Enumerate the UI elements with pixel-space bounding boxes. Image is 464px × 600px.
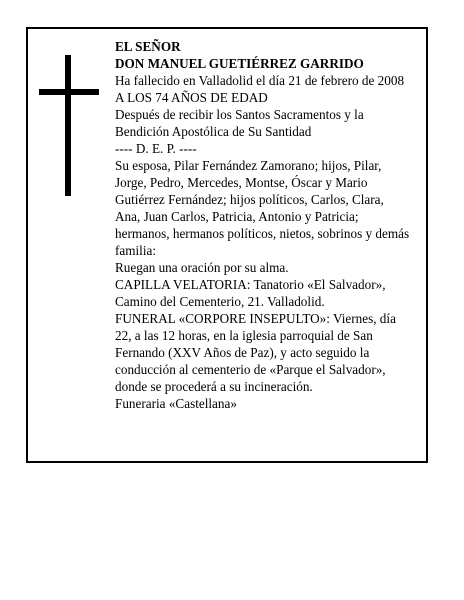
funeral-line-3: Fernando (XXV Años de Paz), y acto seguido la [115, 345, 370, 360]
sacraments-line-1: Después de recibir los Santos Sacramentos y la [115, 107, 364, 122]
cross-vertical-bar [65, 55, 71, 196]
age-line: A LOS 74 AÑOS DE EDAD [115, 90, 268, 105]
chapel-line-2: Camino del Cementerio, 21. Valladolid. [115, 294, 325, 309]
chapel-line-1: CAPILLA VELATORIA: Tanatorio «El Salvador», [115, 277, 386, 292]
family-line-5: hermanos, hermanos políticos, nietos, sobrinos y demás [115, 226, 410, 241]
family-line-3: Gutiérrez Fernández; hijos políticos, Carlos, Clara, [115, 192, 384, 207]
rip-line: ---- D. E. P. ---- [115, 141, 197, 156]
death-line: Ha fallecido en Valladolid el día 21 de febrero de 2008 [115, 73, 405, 88]
family-line-6: familia: [115, 243, 157, 258]
family-line-1: Su esposa, Pilar Fernández Zamorano; hijos, Pilar, [115, 158, 382, 173]
funeral-line-4: conducción al cementerio de «Parque el Salvador», [115, 362, 386, 377]
latin-cross-icon [39, 55, 99, 196]
family-line-4: Ana, Juan Carlos, Patricia, Antonio y Patricia; [115, 209, 359, 224]
cross-horizontal-bar [39, 89, 99, 95]
funeral-line-2: 22, a las 12 horas, en la iglesia parroquial de San [115, 328, 373, 343]
funeral-line-1: FUNERAL «CORPORE INSEPULTO»: Viernes, día [115, 311, 396, 326]
obituary-text [115, 38, 421, 412]
family-line-2: Jorge, Pedro, Mercedes, Montse, Óscar y Mario [115, 175, 368, 190]
funeral-home: Funeraria «Castellana» [115, 396, 237, 411]
heading-title: EL SEÑOR [115, 39, 181, 54]
funeral-line-5: donde se procederá a su incineración. [115, 379, 313, 394]
deceased-name: DON MANUEL GUETIÉRREZ GARRIDO [115, 56, 364, 71]
prayer-request: Ruegan una oración por su alma. [115, 260, 289, 275]
sacraments-line-2: Bendición Apostólica de Su Santidad [115, 124, 312, 139]
